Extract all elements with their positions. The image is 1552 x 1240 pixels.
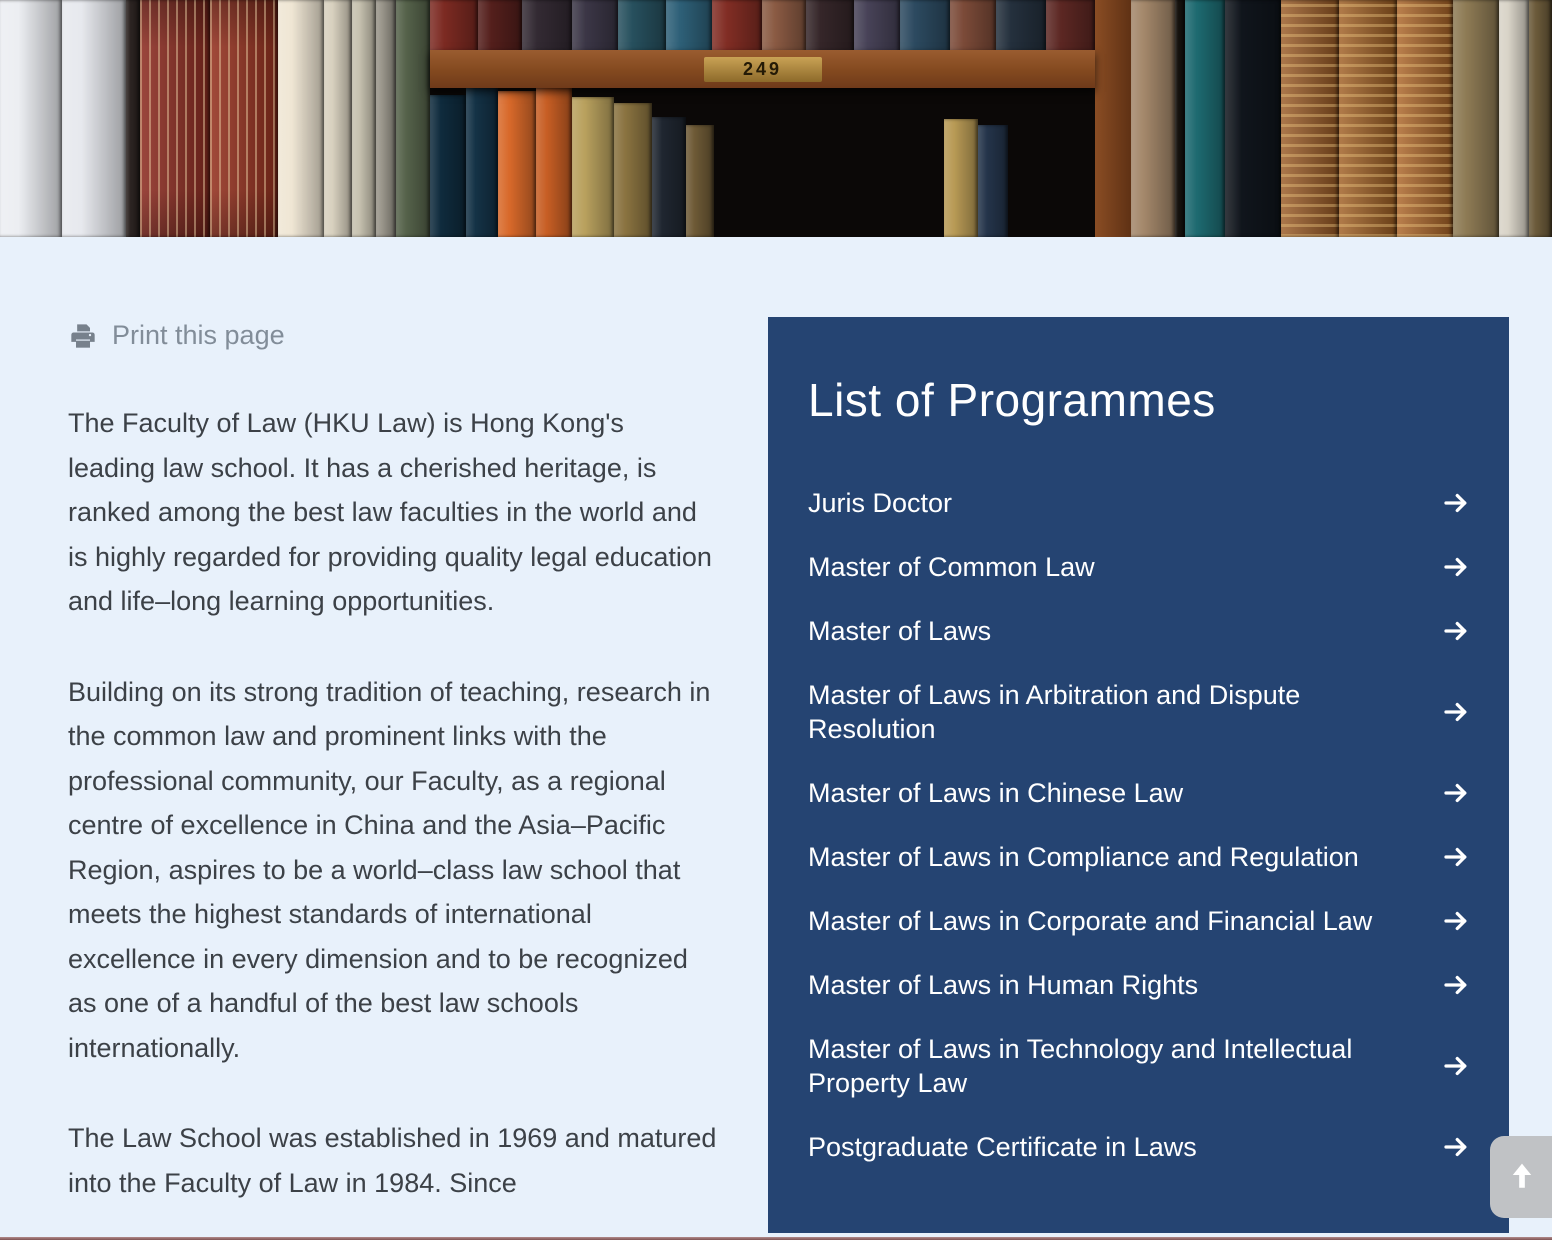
arrow-right-icon xyxy=(1441,970,1471,1000)
programme-item[interactable] xyxy=(808,471,1471,535)
programme-item-label: Master of Laws in Chinese Law xyxy=(808,778,1184,808)
book-spine xyxy=(854,0,900,52)
programmes-list xyxy=(808,471,1471,1179)
programme-item-label: Master of Laws in Compliance and Regulation xyxy=(808,842,1359,872)
book-spine xyxy=(614,103,652,237)
arrow-right-icon xyxy=(1441,1051,1471,1081)
programme-item[interactable] xyxy=(808,599,1471,663)
book-spine xyxy=(762,0,806,52)
printer-icon xyxy=(68,322,98,350)
book-spine xyxy=(1397,0,1453,237)
bookshelf-bottom-books xyxy=(430,88,1095,237)
book-spine xyxy=(536,88,572,237)
programme-item[interactable] xyxy=(808,1115,1471,1179)
arrow-up-icon xyxy=(1505,1158,1539,1197)
programmes-title: List of Programmes xyxy=(808,374,1216,426)
book-spine xyxy=(618,0,666,52)
book-spine xyxy=(1046,0,1095,52)
programmes-panel xyxy=(768,317,1509,1233)
arrow-right-icon xyxy=(1441,778,1471,808)
book-spine xyxy=(900,0,950,52)
programme-item-label: Postgraduate Certificate in Laws xyxy=(808,1132,1197,1162)
book-spine xyxy=(1529,0,1552,237)
arrow-right-icon xyxy=(1441,906,1471,936)
book-spine xyxy=(1131,0,1175,237)
arrow-right-icon xyxy=(1441,842,1471,872)
book-spine xyxy=(666,0,712,52)
book-spine xyxy=(430,95,466,237)
arrow-right-icon xyxy=(1441,552,1471,582)
arrow-right-icon xyxy=(1441,488,1471,518)
bookshelf-photo xyxy=(0,0,1552,237)
book-spine xyxy=(376,0,396,237)
programme-item[interactable] xyxy=(808,535,1471,599)
book-spine xyxy=(996,0,1046,52)
programme-item-label: Master of Laws in Arbitration and Dispute Resolution xyxy=(808,680,1301,744)
book-spine xyxy=(498,91,536,237)
bookshelf-right-books xyxy=(1095,0,1552,237)
programme-item-label: Master of Laws in Technology and Intellectual Property Law xyxy=(808,1034,1353,1098)
book-spine xyxy=(466,88,498,237)
book-spine xyxy=(210,0,278,237)
book-spine xyxy=(126,0,140,237)
book-spine xyxy=(652,117,686,237)
book-spine xyxy=(478,0,522,52)
book-spine xyxy=(950,0,996,52)
paragraph: The Law School was established in 1969 and matured into the Faculty of Law in 1984. Since xyxy=(68,1123,717,1198)
book-spine xyxy=(1339,0,1397,237)
print-page-link[interactable] xyxy=(68,320,285,351)
programme-item[interactable] xyxy=(808,663,1471,761)
print-page-label: Print this page xyxy=(112,320,285,350)
book-spine xyxy=(1095,0,1131,237)
book-spine xyxy=(522,0,572,52)
arrow-right-icon xyxy=(1441,1132,1471,1162)
book-spine xyxy=(712,0,762,52)
book-spine xyxy=(1225,0,1281,237)
programme-item[interactable] xyxy=(808,953,1471,1017)
paragraph: Building on its strong tradition of teaching, research in the common law and prominent links with the professional community, our Faculty, as a regional centre of excellence in China and the Asia–Pacific Region, aspires to be a world–class law school that meets the highest standards of international excellence in every dimension and to be recognized as one of a handful of the best law schools internationally. xyxy=(68,676,711,1063)
book-spine xyxy=(1499,0,1529,237)
programme-item-label: Master of Laws in Human Rights xyxy=(808,970,1199,1000)
book-spine xyxy=(352,0,376,237)
book-spine xyxy=(324,0,352,237)
scroll-to-top-button[interactable] xyxy=(1490,1136,1552,1218)
book-spine xyxy=(140,0,210,237)
programme-item-label: Master of Common Law xyxy=(808,552,1095,582)
faculty-description xyxy=(68,401,718,1240)
book-spine xyxy=(978,125,1008,237)
book-spine xyxy=(278,0,324,237)
book-spine xyxy=(396,0,430,237)
programme-item[interactable] xyxy=(808,1017,1471,1115)
arrow-right-icon xyxy=(1441,616,1471,646)
book-spine xyxy=(572,97,614,237)
book-spine xyxy=(714,236,944,237)
book-spine xyxy=(686,125,714,237)
programme-item-label: Master of Laws in Corporate and Financial Law xyxy=(808,906,1373,936)
shelf-number-plate: 249 xyxy=(704,57,822,82)
programme-item[interactable] xyxy=(808,825,1471,889)
book-spine xyxy=(1281,0,1339,237)
arrow-right-icon xyxy=(1441,697,1471,727)
book-spine xyxy=(1453,0,1499,237)
programme-item-label: Juris Doctor xyxy=(808,488,953,518)
book-spine xyxy=(572,0,618,52)
bookshelf-left-books xyxy=(0,0,430,237)
programme-item[interactable] xyxy=(808,889,1471,953)
paragraph: The Faculty of Law (HKU Law) is Hong Kong's leading law school. It has a cherished heritage, is ranked among the best law faculties in the world and is highly regarded for providing quality legal education and life–long learning opportunities. xyxy=(68,408,712,616)
programme-item-label: Master of Laws xyxy=(808,616,992,646)
book-spine xyxy=(0,0,62,237)
book-spine xyxy=(62,0,126,237)
book-spine xyxy=(944,119,978,237)
programme-item[interactable] xyxy=(808,761,1471,825)
book-spine xyxy=(1185,0,1225,237)
book-spine xyxy=(806,0,854,52)
bookshelf-top-books xyxy=(430,0,1095,52)
book-spine xyxy=(1175,0,1185,237)
wooden-shelf xyxy=(430,50,1095,88)
book-spine xyxy=(430,0,478,52)
